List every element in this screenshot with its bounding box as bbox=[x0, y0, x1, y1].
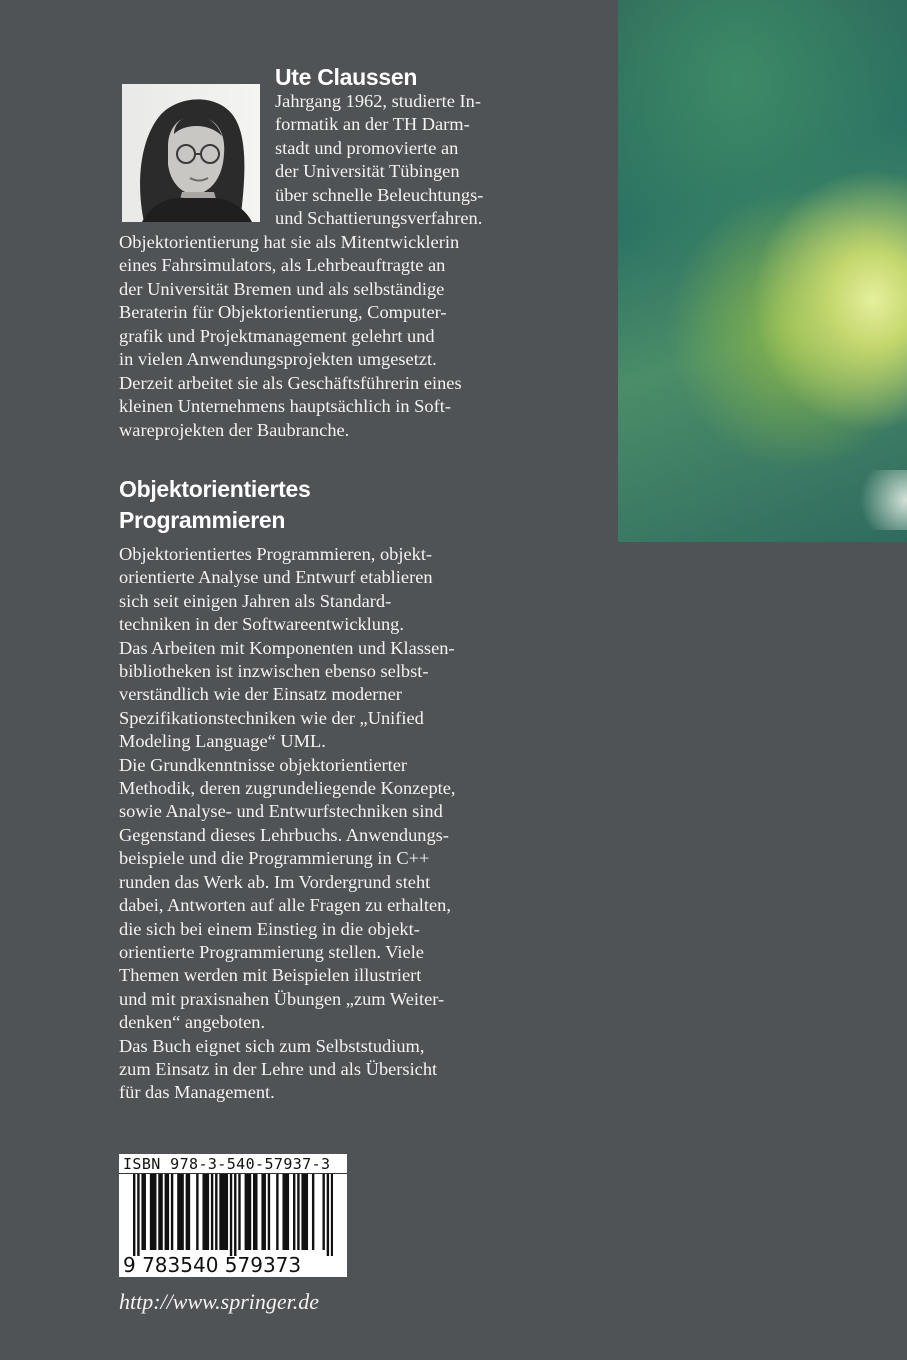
bio-line: stadt und promovierte an bbox=[275, 138, 459, 158]
barcode-bar bbox=[219, 1174, 221, 1250]
barcode-bar bbox=[158, 1174, 160, 1250]
barcode-bar bbox=[137, 1174, 139, 1256]
author-portrait-image bbox=[122, 84, 260, 222]
barcode-bar bbox=[167, 1174, 169, 1250]
bio-line: formatik an der TH Darm- bbox=[275, 114, 470, 134]
barcode-bar bbox=[245, 1174, 247, 1250]
description-line: verständlich wie der Einsatz moderner bbox=[119, 684, 402, 705]
cover-artwork-glow bbox=[847, 470, 907, 530]
barcode-bar bbox=[160, 1174, 162, 1250]
book-title-line: Programmieren bbox=[119, 507, 286, 533]
description-line: orientierte Analyse und Entwurf etablieren bbox=[119, 567, 433, 588]
description-line: Gegenstand dieses Lehrbuchs. Anwendungs- bbox=[119, 824, 449, 845]
description-line: Modeling Language“ UML. bbox=[119, 731, 326, 752]
barcode-bar bbox=[205, 1174, 207, 1250]
barcode-bar bbox=[181, 1174, 183, 1250]
barcode-bar bbox=[238, 1174, 240, 1250]
barcode-bar bbox=[306, 1174, 308, 1250]
description-line: denken“ angeboten. bbox=[119, 1012, 266, 1033]
barcode-bar bbox=[301, 1174, 303, 1250]
description-line: runden das Werk ab. Im Vordergrund steht bbox=[119, 871, 431, 892]
barcode-bars bbox=[133, 1174, 333, 1256]
barcode-bar bbox=[196, 1174, 198, 1250]
barcode-bar bbox=[230, 1174, 232, 1256]
book-title-line: Objektorientiertes bbox=[119, 476, 311, 502]
description-line: und mit praxisnahen Übungen „zum Weiter- bbox=[119, 988, 445, 1009]
barcode-bar bbox=[285, 1174, 287, 1250]
author-name: Ute Claussen bbox=[275, 64, 418, 90]
barcode-bar bbox=[152, 1174, 154, 1250]
barcode-bar bbox=[165, 1174, 167, 1250]
description-line: Themen werden mit Beispielen illustriert bbox=[119, 965, 422, 986]
barcode-bar bbox=[211, 1174, 213, 1250]
barcode-bar bbox=[154, 1174, 156, 1250]
description-line: Objektorientiertes Programmieren, objekt- bbox=[119, 544, 433, 564]
description-line: Spezifikationstechniken wie der „Unified bbox=[119, 707, 424, 728]
barcode-bar bbox=[141, 1174, 143, 1250]
barcode-bar bbox=[249, 1174, 251, 1250]
description-line: Das Arbeiten mit Komponenten und Klassen- bbox=[119, 637, 455, 658]
barcode-bar bbox=[293, 1174, 295, 1250]
barcode-bar bbox=[276, 1174, 278, 1250]
bio-line: der Universität Tübingen bbox=[275, 161, 460, 181]
description-line: techniken in der Softwareentwicklung. bbox=[119, 614, 404, 635]
description-line: bibliotheken ist inzwischen ebenso selbst- bbox=[119, 661, 429, 682]
bio-line: Beraterin für Objektorientierung, Computer- bbox=[119, 302, 447, 322]
bio-line: Derzeit arbeitet sie als Geschäftsführerin eines bbox=[119, 373, 462, 393]
barcode-bar bbox=[177, 1174, 179, 1250]
description-line: Das Buch eignet sich zum Selbststudium, bbox=[119, 1035, 425, 1056]
barcode-bar bbox=[150, 1174, 152, 1250]
bio-line: kleinen Unternehmens hauptsächlich in Soft- bbox=[119, 396, 451, 416]
barcode-bar bbox=[312, 1174, 314, 1250]
description-line: sowie Analyse- und Entwurfstechniken sind bbox=[119, 801, 443, 822]
description-line: sich seit einigen Jahren als Standard- bbox=[119, 590, 392, 611]
barcode-bar bbox=[179, 1174, 181, 1250]
description-line: die sich bei einem Einstieg in die objekt- bbox=[119, 918, 420, 939]
barcode-digits: 9 783540 579373 bbox=[123, 1253, 302, 1277]
barcode-bar bbox=[234, 1174, 236, 1256]
barcode-bar bbox=[188, 1174, 190, 1250]
barcode-bar bbox=[255, 1174, 257, 1250]
bio-line: eines Fahrsimulators, als Lehrbeauftragte an bbox=[119, 255, 446, 275]
description-line: zum Einsatz in der Lehre und als Übersicht bbox=[119, 1058, 438, 1079]
book-description bbox=[119, 543, 456, 1105]
bio-line: in vielen Anwendungsprojekten umgesetzt. bbox=[119, 349, 437, 369]
barcode-bar bbox=[297, 1174, 299, 1250]
barcode-bar bbox=[322, 1174, 324, 1250]
isbn-barcode bbox=[119, 1154, 347, 1277]
barcode-bar bbox=[287, 1174, 289, 1250]
barcode-bar bbox=[202, 1174, 204, 1250]
author-photo bbox=[122, 84, 260, 222]
barcode-bar bbox=[215, 1174, 217, 1250]
barcode-bar bbox=[133, 1174, 135, 1256]
bio-line: der Universität Bremen und als selbständige bbox=[119, 279, 445, 299]
book-title bbox=[119, 474, 310, 536]
barcode-bar bbox=[261, 1174, 263, 1250]
bio-line: Jahrgang 1962, studierte In- bbox=[275, 91, 481, 111]
description-line: dabei, Antworten auf alle Fragen zu erhalten, bbox=[119, 895, 451, 916]
barcode-bar bbox=[144, 1174, 146, 1250]
isbn-label: ISBN 978-3-540-57937-3 bbox=[123, 1155, 331, 1173]
description-line: orientierte Programmierung stellen. Viele bbox=[119, 941, 424, 962]
barcode-bar bbox=[207, 1174, 209, 1250]
barcode-bar bbox=[331, 1174, 333, 1256]
barcode-bar bbox=[247, 1174, 249, 1250]
barcode-bar bbox=[186, 1174, 188, 1250]
barcode-bar bbox=[221, 1174, 223, 1250]
bio-line: über schnelle Beleuchtungs- bbox=[275, 185, 484, 205]
barcode-bar bbox=[226, 1174, 228, 1250]
bio-line: Objektorientierung hat sie als Mitentwicklerin bbox=[119, 232, 460, 252]
description-line: beispiele und die Programmierung in C++ bbox=[119, 848, 430, 869]
description-line: Methodik, deren zugrundeliegende Konzepte, bbox=[119, 778, 456, 799]
bio-line: wareprojekten der Baubranche. bbox=[119, 420, 350, 440]
barcode-bar bbox=[304, 1174, 306, 1250]
barcode-bar bbox=[253, 1174, 255, 1250]
barcode-bar bbox=[268, 1174, 270, 1250]
barcode-bar bbox=[224, 1174, 226, 1250]
barcode-bar bbox=[264, 1174, 266, 1250]
publisher-website: http://www.springer.de bbox=[119, 1289, 320, 1314]
barcode-bar bbox=[171, 1174, 173, 1250]
bio-line: grafik und Projektmanagement gelehrt und bbox=[119, 326, 435, 346]
description-line: für das Management. bbox=[119, 1082, 275, 1103]
barcode-bar bbox=[327, 1174, 329, 1256]
barcode-bar bbox=[282, 1174, 284, 1250]
cover-artwork bbox=[618, 0, 907, 542]
description-line: Die Grundkenntnisse objektorientierter bbox=[119, 754, 408, 775]
bio-line: und Schattierungsverfahren. bbox=[275, 208, 483, 228]
